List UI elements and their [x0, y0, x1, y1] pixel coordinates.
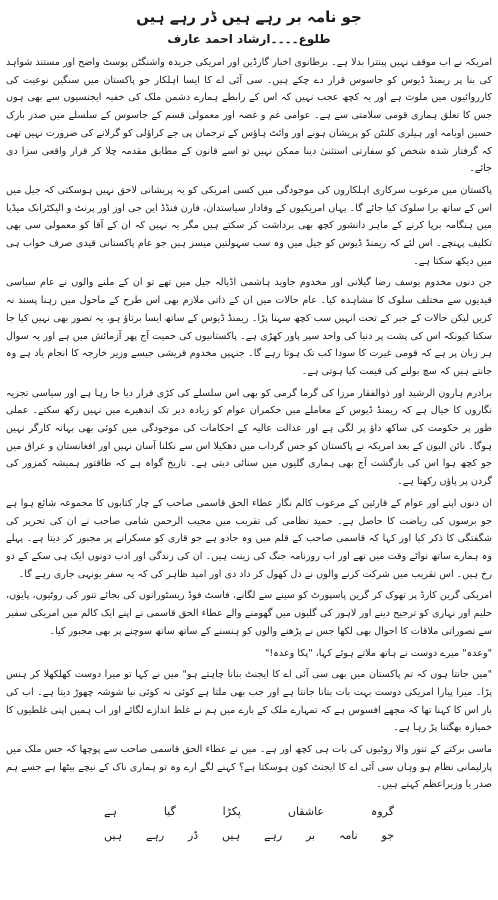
verse-word: ہیں: [104, 829, 123, 843]
paragraph-quote: "وعدہ" میرے دوست نے ہاتھ ملاتے ہوئے کہا، "پکا وعدہ!": [265, 647, 492, 659]
verse-word: عاشقاں: [287, 805, 324, 819]
column-byline: طلوع۔۔۔۔ارشاد احمد عارف: [167, 32, 331, 46]
paragraph: "میں جانتا ہوں کہ تم پاکستان میں بھی سی آئی اے کا ایجنٹ بنانا چاہتے ہو" میں نے کہا تو میرا دوست کھلکھلا کر ہنس پڑا۔ میرا پیارا امریکی دوست بہت بات بنانا جانتا ہے اور جب بھی ملتا ہے کوئی نہ کوئی نیا شوشہ چھوڑ دیتا ہے۔ اب کی بار اس کا کہنا تھا کہ مجھے افسوس ہے کہ تمہارے ملک کے بارے میں ہم نے غلط اندازے لگائے اور اب ہمیں اپنی غلطیوں کا خمیازہ بھگتنا پڑ رہا ہے۔: [6, 669, 492, 734]
verse-word: رہے: [145, 829, 165, 843]
verse-word: ہے: [104, 805, 117, 819]
verse-line-2: [104, 828, 394, 844]
verse-line-1: [104, 804, 394, 820]
verse-word: پکڑا: [222, 805, 241, 819]
verse-word: گروہ: [370, 805, 394, 819]
verse-word: گیا: [163, 805, 176, 819]
paragraph: پاکستان میں مرغوب سرکاری اہلکاروں کی موجودگی میں کسی امریکی کو یہ پریشانی لاحق نہیں ہوسکتی کہ جیل میں اس کے ساتھ برا سلوک کیا جائے گا۔ یہاں امریکیوں کے وفادار سیاستدان، فارن فنڈڈ این جی اوز اور پرنٹ و الیکٹرانک میڈیا میں ہنگامہ برپا کرنے کے ماہر دانشور کچھ بھی برداشت کر سکتے ہیں مگر یہ نہیں کہ ان کے آقا کو معمولی سی بھی تکلیف پہنچے۔ اس لئے کہ ریمنڈ ڈیوس کو جیل میں وہ سب سہولتیں میسر ہیں جو عام پاکستانی قیدی صرف خواب ہی میں دیکھ سکتا ہے۔: [6, 184, 492, 267]
verse-word: بر: [305, 829, 316, 843]
paragraph: ماسی برکتے کے تنور والا روٹیوں کی بات ہی کچھ اور ہے۔ میں نے عطاء الحق قاسمی صاحب سے پوچھا کہ جس ملک میں پارلیمانی نظام ہو وہاں سی آئی اے کا ایجنٹ کون ہوسکتا ہے؟ کہنے لگے ارے وہ تو ہماری ناک کے نیچے بیٹھا ہے جسے ہم صدر یا وزیراعظم کہتے ہیں۔: [6, 744, 492, 791]
paragraph: برادرم ہارون الرشید اور ذوالفقار مرزا کی گرما گرمی کو بھی اس سلسلے کی کڑی قرار دیا جا رہا ہے اور سیاسی تجزیہ نگاروں کا خیال ہے کہ ریمنڈ ڈیوس کے معاملے میں حکمران عوام کو زیادہ دیر تک اندھیرے میں نہیں رکھ سکتے۔ عملی طور پر حکومت کی ساکھ داؤ پر لگی ہے اور عدالت عالیہ کے احکامات کی موجودگی میں کوئی بھی بہانہ کارگر نہیں ہوگا۔ نائن الیون کے بعد امریکہ نے پاکستان کو جس گرداب میں دھکیلا اس سے نکلنا آسان نہیں اور افغانستان و عراق میں جو کچھ ہوا اس کی بازگشت آج بھی ہماری گلیوں میں سنائی دیتی ہے۔ تاریخ گواہ ہے کہ طاقتور ہمیشہ کمزور کی گردن پر پاؤں رکھتا ہے۔: [6, 387, 492, 488]
column-title: جو نامہ بر رہے ہیں ڈر رہے ہیں: [136, 8, 362, 26]
paragraph: ان دنوں اپنے اور عوام کے قارئین کے مرغوب کالم نگار عطاء الحق قاسمی صاحب کے چار کتابوں کا مجموعہ شائع ہوا ہے جو برسوں کی ریاضت کا حاصل ہے۔ حمید نظامی کی تقریب میں مجیب الرحمن شامی صاحب نے ان کی تحریر کی شگفتگی کا ذکر کیا اور کہا کہ قاسمی صاحب کے قلم میں وہ جادو ہے جو قاری کو مسکرانے پر مجبور کر دیتا ہے۔ پہلے وہ ہمارے ساتھ نوائے وقت میں تھے اور اب روزنامہ جنگ کی زینت ہیں۔ ان کی زندگی اور ادب دونوں ایک ہی سکے کے دو رخ ہیں۔ اس تقریب میں شرکت کرنے والوں نے دل کھول کر داد دی اور امید ظاہر کی کہ یہ سفر یونہی جاری رہے گا۔: [6, 497, 492, 580]
verse-word: نامہ: [338, 829, 358, 843]
paragraph: امریکی گرین کارڈ پر تھوک کر گرین پاسپورٹ کو سینے سے لگانے، فاسٹ فوڈ ریسٹورانوں کی بجائے تنور کی روٹیوں، پایوں، حلیم اور نہاری کو ترجیح دینے اور لاہور کی گلیوں میں گھومنے والے عطاء الحق قاسمی نے اپنے ایک کالم میں امریکی سفیر سے تصوراتی ملاقات کا احوال بھی لکھا جس نے پڑھنے والوں کو ہنسنے کے ساتھ ساتھ سوچنے پر بھی مجبور کیا۔: [6, 590, 492, 637]
verse-word: رہے: [263, 829, 283, 843]
paragraph: امریکہ نے اب موقف نہیں پینترا بدلا ہے۔ برطانوی اخبار گارڈین اور امریکی جریدہ واشنگٹن پوسٹ واضح اور مستند شواہد کی بنا پر ریمنڈ ڈیوس کو جاسوس قرار دے چکے ہیں۔ سی آئی اے کا ایسا اہلکار جو پاکستان میں سنگین نوعیت کی کارروائیوں میں ملوث ہے اور یہ کچھ عجب نہیں کہ اس کے رابطے ہمارے دشمن ملک کی خفیہ ایجنسیوں سے بھی ہوں جس کا تعلق ہماری قومی سلامتی سے ہے۔ عوامی غم و غصہ اور معمولی قسم کے جاسوس کے سلسلے میں صدر بارک حسین اوبامہ اور ہیلری کلنٹن کو پریشان ہونے اور وائٹ ہاؤس کے ترجمان پی جے کراؤلی کو گرلانے کی ضرورت نہیں تھی کہ گرفتار شدہ شخص کو سفارتی استثنیٰ دینا ممکن نہیں تو اسے قانون کے مطابق مقدمہ چلا کر قرار واقعی سزا دی جائے۔: [6, 57, 492, 175]
column-body: [6, 54, 492, 794]
paragraph: جن دنوں مخدوم یوسف رضا گیلانی اور مخدوم جاوید ہاشمی اڈیالہ جیل میں تھے تو ان کے ملنے والوں نے عام سیاسی قیدیوں سے مختلف سلوک کا مشاہدہ کیا۔ عام حالات میں ان کے ذاتی ملازم بھی اس طرح کے ماحول میں رہنا پسند نہ کریں لیکن حالات کے جبر کے تحت انہیں سب کچھ سہنا پڑا۔ ریمنڈ ڈیوس کے ساتھ ایسا برتاؤ ہو، یہ تصور بھی نہیں کیا جا سکتا کیونکہ اس کی پشت پر دنیا کی واحد سپر پاور کھڑی ہے۔ پاکستانیوں کی حمیت آج پھر آزمائش میں ہے اور یہ سوال ہر زبان پر ہے کہ قومی غیرت کا سودا کب تک ہوتا رہے گا۔ جنہیں مخدوم قریشی جیسے وزیر خارجہ کا انجام یاد ہے وہ جانتے ہیں کہ سچ بولنے کی قیمت کیا ہوتی ہے۔: [6, 277, 492, 377]
verse-word: جو: [381, 829, 394, 843]
closing-verse: [6, 804, 492, 844]
verse-word: ڈر: [187, 829, 199, 843]
verse-word: ہیں: [222, 829, 241, 843]
